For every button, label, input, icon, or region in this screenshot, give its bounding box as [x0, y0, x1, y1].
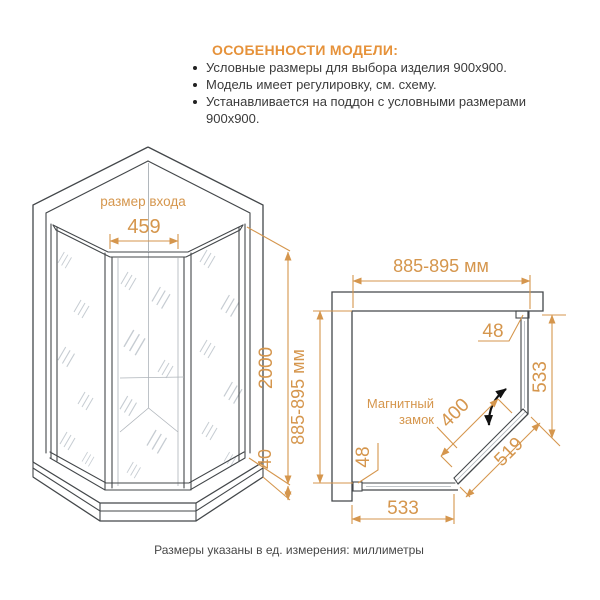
door-width-value: 400 — [436, 394, 474, 432]
dim-height — [247, 227, 290, 485]
plan-right-panel — [516, 311, 529, 414]
feature-item: Устанавливается на поддон с условными размерами 900x900. — [190, 93, 564, 127]
dim-side-right — [530, 315, 566, 446]
front-view-drawing — [33, 147, 290, 521]
plan-width-top-value: 885-895 мм — [393, 256, 489, 276]
dim-profile-top — [478, 315, 523, 342]
dim-base-adjust — [255, 449, 290, 500]
side-bottom-value: 533 — [387, 498, 419, 519]
entry-width-value: 459 — [127, 216, 161, 238]
profile-bottom-value: 48 — [353, 446, 374, 468]
dim-entry-width — [100, 163, 186, 252]
base-tray — [33, 462, 263, 521]
dim-profile-bottom — [353, 443, 378, 483]
feature-item: Условные размеры для выбора изделия 900x900. — [190, 59, 564, 76]
plan-width-left-value: 885-895 мм — [288, 349, 308, 445]
door-swing-arrow — [489, 389, 506, 425]
height-value: 2000 — [256, 346, 277, 390]
profile-top-value: 48 — [482, 321, 504, 342]
panel-frames — [105, 253, 191, 490]
wall-profiles — [51, 224, 245, 461]
lock-label-line2: замок — [398, 412, 434, 427]
top-view-drawing — [288, 256, 566, 524]
lock-label-line1: Магнитный — [366, 396, 434, 411]
feature-item: Модель имеет регулировку, см. схему. — [190, 76, 564, 93]
side-right-value: 533 — [530, 361, 551, 393]
plan-bottom-panel — [353, 482, 458, 491]
dim-side-bottom — [352, 494, 454, 524]
bottom-frame — [50, 452, 245, 490]
diagonal-value: 519 — [490, 433, 528, 471]
units-note: Размеры указаны в ед. измерения: миллиметры — [154, 543, 424, 557]
entry-label: размер входа — [100, 194, 186, 209]
base-adjust-value: 40 — [255, 448, 275, 470]
glass-hatching — [58, 250, 242, 478]
features-title: ОСОБЕННОСТИ МОДЕЛИ: — [212, 42, 399, 58]
plan-walls — [332, 292, 543, 501]
